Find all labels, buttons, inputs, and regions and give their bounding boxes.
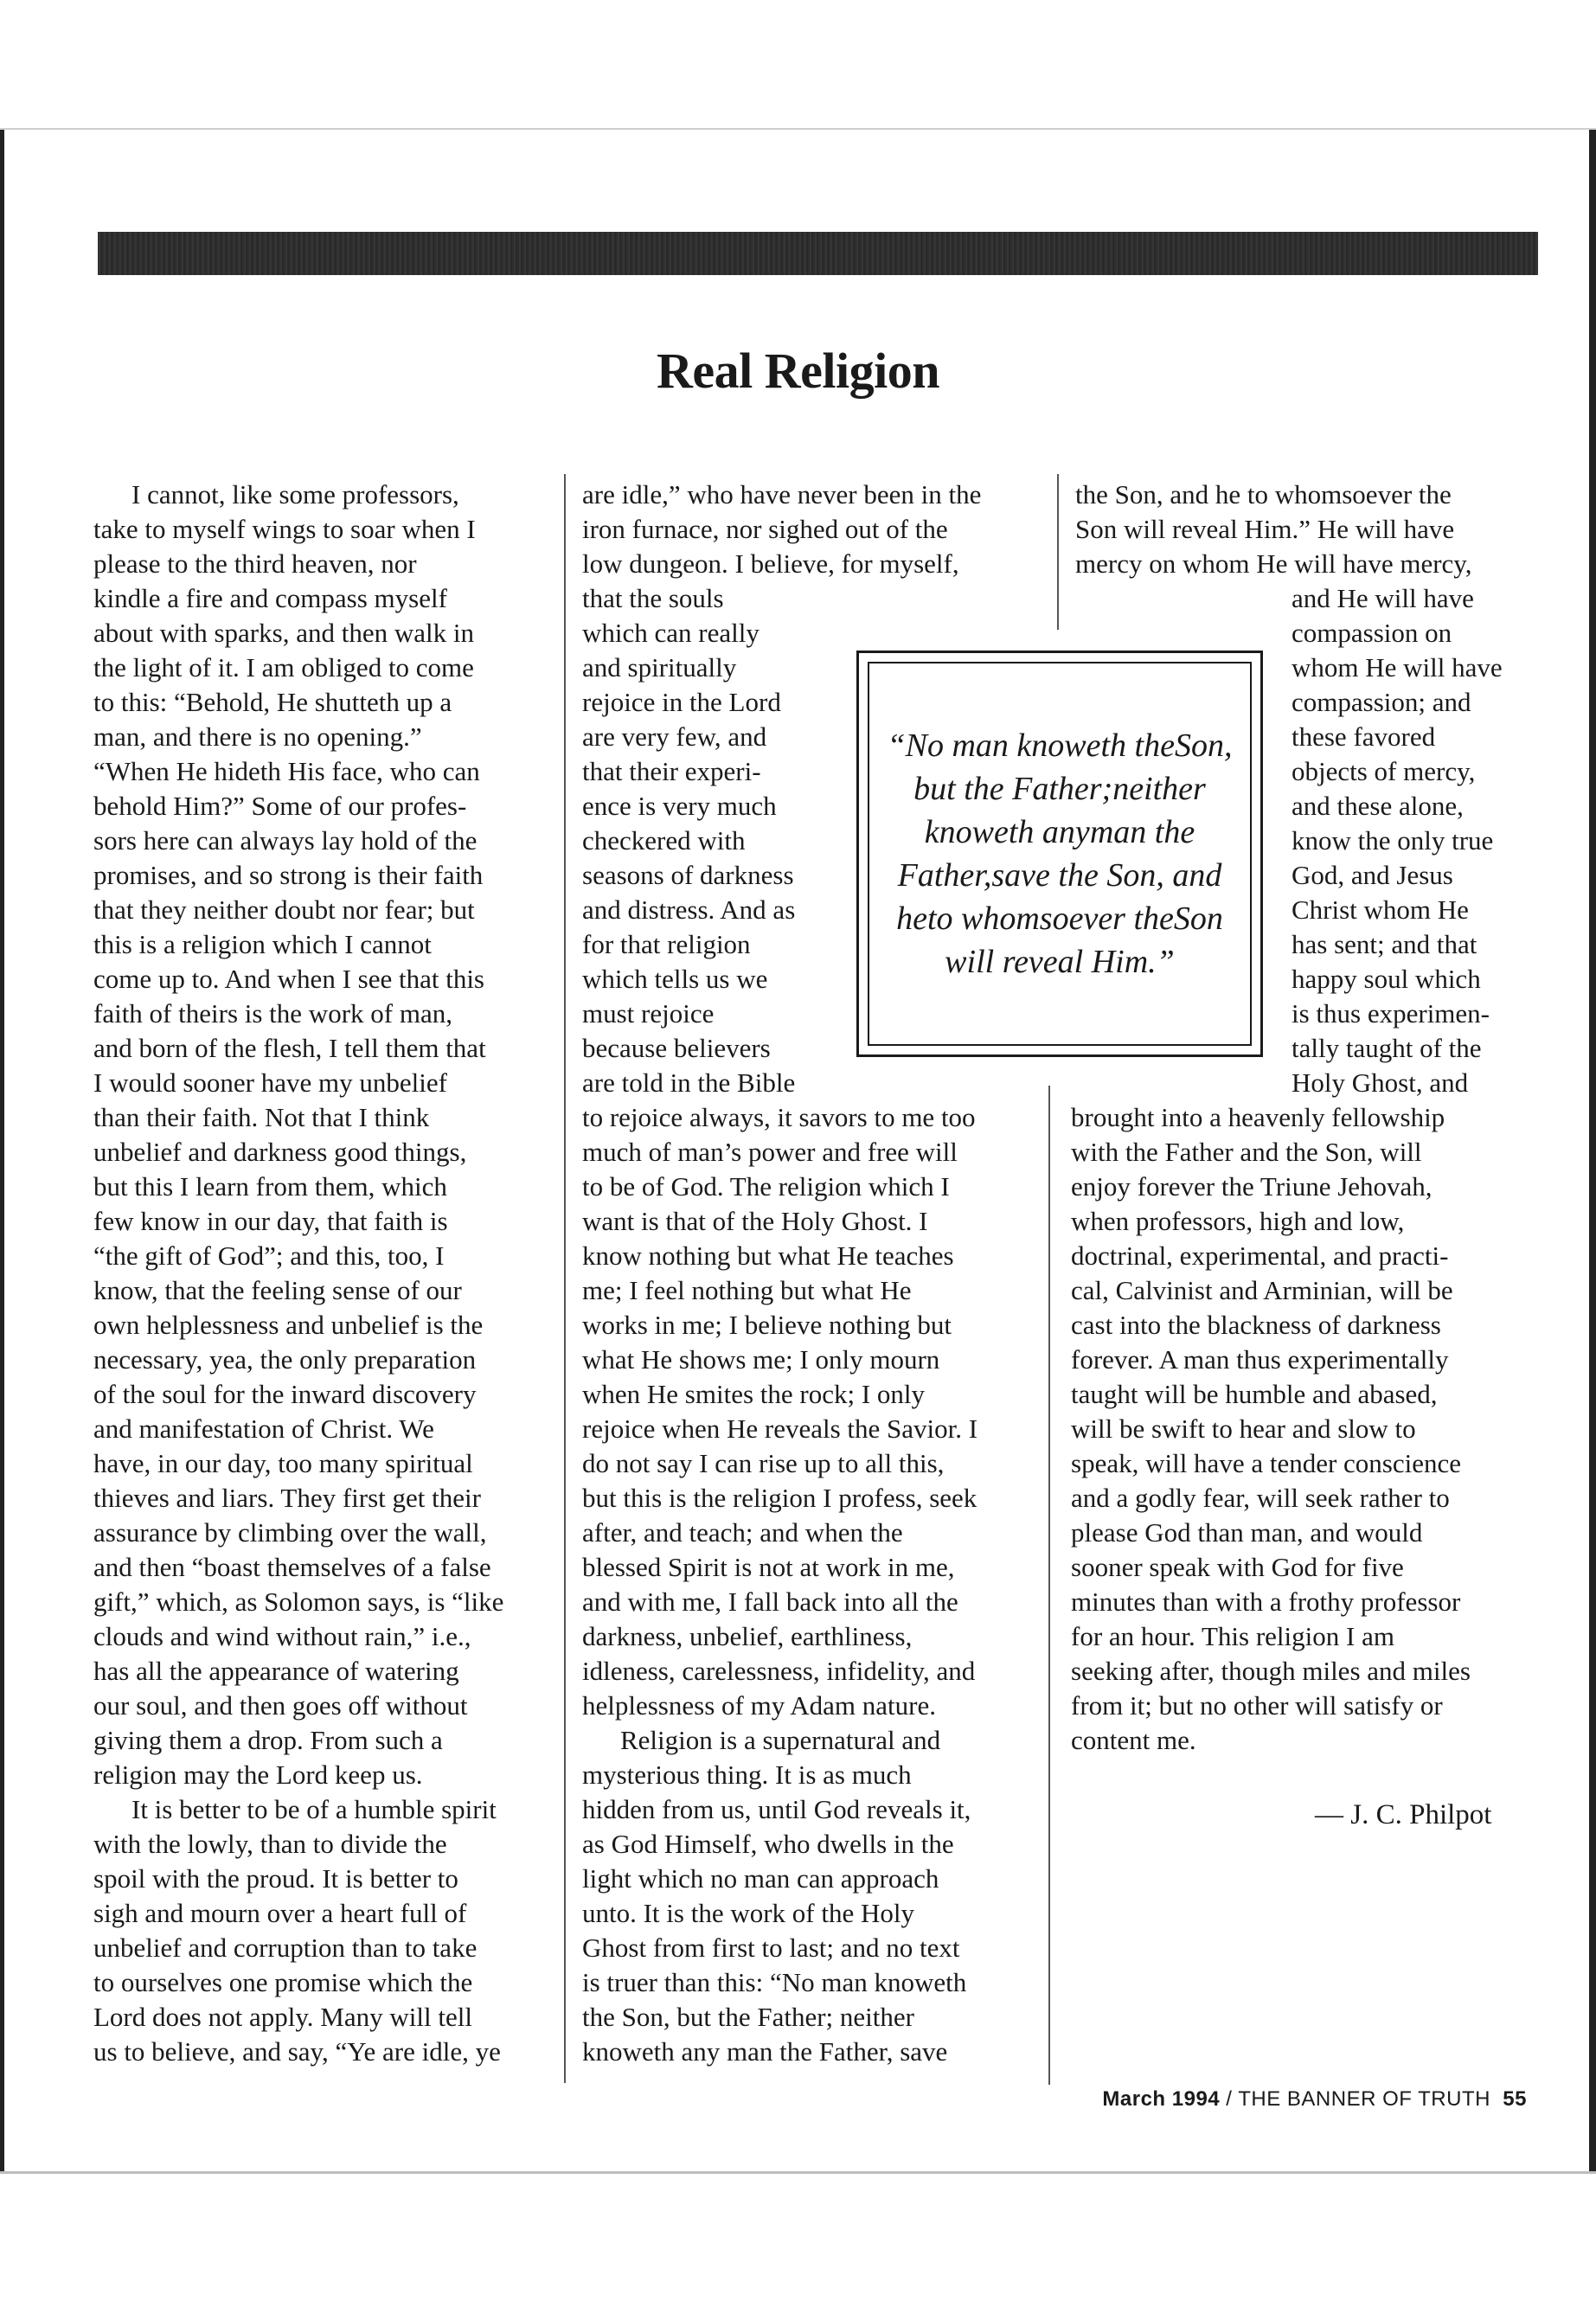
text-line: that the souls <box>582 583 724 613</box>
text-line: and He will have <box>1292 583 1474 613</box>
text-line: to rejoice always, it savors to me too <box>582 1102 976 1132</box>
text-line: knoweth any man the Father, save <box>582 2036 948 2067</box>
text-line: rejoice when He reveals the Savior. I <box>582 1413 978 1444</box>
text-line: content me. <box>1071 1725 1196 1755</box>
text-line: and these alone, <box>1292 791 1464 821</box>
text-line: when He smites the rock; I only <box>582 1379 926 1409</box>
paragraph-continued-col3 <box>1075 478 1542 581</box>
text-line: want is that of the Holy Ghost. I <box>582 1206 928 1236</box>
text-line: take to myself wings to soar when I <box>93 514 476 544</box>
text-line: has sent; and that <box>1292 929 1477 959</box>
text-line: iron furnace, nor sighed out of the <box>582 514 948 544</box>
text-line: of the soul for the inward discovery <box>93 1379 477 1409</box>
text-line: darkness, unbelief, earthliness, <box>582 1621 913 1651</box>
text-line: spoil with the proud. It is better to <box>93 1863 458 1894</box>
paragraph-religion <box>582 1723 1032 2069</box>
text-line: ence is very much <box>582 791 777 821</box>
scan-edge-left <box>0 130 4 2171</box>
text-line: are told in the Bible <box>582 1067 796 1098</box>
text-line: sooner speak with God for five <box>1071 1552 1404 1582</box>
text-line: that they neither doubt nor fear; but <box>93 894 475 925</box>
text-line: I would sooner have my unbelief <box>93 1067 447 1098</box>
column-3-bottom <box>1071 1100 1542 1758</box>
text-line: this is a religion which I cannot <box>93 929 432 959</box>
text-line: sigh and mourn over a heart full of <box>93 1898 467 1928</box>
text-line: with the lowly, than to divide the <box>93 1829 447 1859</box>
text-line: because believers <box>582 1033 771 1063</box>
pull-quote-text <box>876 724 1243 984</box>
text-line: have, in our day, too many spiritual <box>93 1448 473 1478</box>
text-line: the Son, and he to whomsoever the <box>1075 479 1452 510</box>
text-line: as God Himself, who dwells in the <box>582 1829 954 1859</box>
text-line: works in me; I believe nothing but <box>582 1310 952 1340</box>
text-line: and distress. And as <box>582 894 796 925</box>
text-line: assurance by climbing over the wall, <box>93 1517 487 1548</box>
text-line: but this is the religion I profess, seek <box>582 1483 977 1513</box>
text-line: know, that the feeling sense of our <box>93 1275 462 1305</box>
pull-quote <box>868 662 1252 1046</box>
text-line: these favored <box>1292 721 1436 752</box>
text-line: will be swift to hear and slow to <box>1071 1413 1416 1444</box>
text-line: God, and Jesus <box>1292 860 1453 890</box>
text-line: rejoice in the Lord <box>582 687 781 717</box>
text-line: and a godly fear, will seek rather to <box>1071 1483 1450 1513</box>
author-signature: — J. C. Philpot <box>1315 1799 1492 1830</box>
text-line: whom He will have <box>1292 652 1503 683</box>
text-line: me; I feel nothing but what He <box>582 1275 912 1305</box>
text-line: light which no man can approach <box>582 1863 939 1894</box>
text-line: unto. It is the work of the Holy <box>582 1898 915 1928</box>
scan-edge-bottom <box>0 2171 1596 2174</box>
text-line: unbelief and corruption than to take <box>93 1932 478 1963</box>
text-line: faith of theirs is the work of man, <box>93 998 452 1029</box>
text-line: “No man knoweth the <box>887 727 1175 764</box>
text-line: It is better to be of a humble spirit <box>131 1794 497 1824</box>
column-3-top <box>1075 478 1542 581</box>
text-line: to whomsoever the <box>926 901 1174 937</box>
text-line: sors here can always lay hold of the <box>93 825 478 856</box>
text-line: and with me, I fall back into all the <box>582 1586 958 1617</box>
column-divider-2-top <box>1057 474 1059 630</box>
text-line: man the Father, <box>897 814 1195 894</box>
text-line: kindle a fire and compass myself <box>93 583 447 613</box>
text-line: Holy Ghost, and <box>1292 1067 1469 1098</box>
text-line: is thus experimen- <box>1292 998 1490 1029</box>
text-line: the light of it. I am obliged to come <box>93 652 474 683</box>
text-line: cast into the blackness of darkness <box>1071 1310 1441 1340</box>
text-line: objects of mercy, <box>1292 756 1476 786</box>
text-line: the Son, but the Father; neither <box>582 2002 914 2032</box>
page-title: Real Religion <box>657 343 939 399</box>
text-line: speak, will have a tender conscience <box>1071 1448 1462 1478</box>
footer-page-number: 55 <box>1503 2087 1527 2111</box>
page-footer <box>1102 2087 1527 2112</box>
text-line: please God than man, and would <box>1071 1517 1423 1548</box>
text-line: tally taught of the <box>1292 1033 1482 1063</box>
text-line: mysterious thing. It is as much <box>582 1759 912 1790</box>
text-line: do not say I can rise up to all this, <box>582 1448 945 1478</box>
text-line: minutes than with a frothy professor <box>1071 1586 1461 1617</box>
text-line: Ghost from first to last; and no text <box>582 1932 960 1963</box>
text-line: religion may the Lord keep us. <box>93 1759 423 1790</box>
text-line: “the gift of God”; and this, too, I <box>93 1240 445 1271</box>
text-line: are idle,” who have never been in the <box>582 479 982 510</box>
text-line: “When He hideth His face, who can <box>93 756 480 786</box>
text-line: Lord does not apply. Many will tell <box>93 2002 472 2032</box>
text-line: must rejoice <box>582 998 715 1029</box>
text-line: and manifestation of Christ. We <box>93 1413 434 1444</box>
footer-date: March 1994 <box>1102 2087 1221 2111</box>
text-line: please to the third heaven, nor <box>93 548 417 579</box>
column-1 <box>93 478 552 2069</box>
text-line: thieves and liars. They first get their <box>93 1483 481 1513</box>
text-line: neither knoweth any <box>924 771 1206 850</box>
text-line: our soul, and then goes off without <box>93 1690 468 1721</box>
footer-separator: / <box>1220 2087 1239 2111</box>
text-line: Son will reveal Him.” <box>945 901 1223 980</box>
text-line: happy soul which <box>1292 964 1481 994</box>
paragraph-2 <box>93 1792 552 2069</box>
column-divider-1 <box>564 474 566 2083</box>
text-line: about with sparks, and then walk in <box>93 618 474 648</box>
scan-edge-right <box>1589 130 1596 2171</box>
text-line: Son will reveal Him.” He will have <box>1075 514 1455 544</box>
text-line: mercy on whom He will have mercy, <box>1075 548 1472 579</box>
text-line: for that religion <box>582 929 751 959</box>
scan-edge-top <box>0 128 1596 130</box>
text-line: that their experi- <box>582 756 761 786</box>
text-line: few know in our day, that faith is <box>93 1206 448 1236</box>
text-line: helplessness of my Adam nature. <box>582 1690 936 1721</box>
text-line: which can really <box>582 618 760 648</box>
text-line: than their faith. Not that I think <box>93 1102 430 1132</box>
text-line: compassion on <box>1292 618 1452 648</box>
text-line: necessary, yea, the only preparation <box>93 1344 477 1375</box>
text-line: behold Him?” Some of our profes- <box>93 791 467 821</box>
text-line: blessed Spirit is not at work in me, <box>582 1552 955 1582</box>
paragraph-wrap-around-pullquote <box>1292 581 1551 1100</box>
text-line: low dungeon. I believe, for myself, <box>582 548 959 579</box>
text-line: is truer than this: “No man knoweth <box>582 1967 967 1997</box>
text-line: know the only true <box>1292 825 1494 856</box>
text-line: which tells us we <box>582 964 768 994</box>
text-line: to be of God. The religion which I <box>582 1171 950 1202</box>
text-line: I cannot, like some professors, <box>131 479 459 510</box>
column-divider-2-bottom <box>1048 1086 1050 2085</box>
pull-quote-box <box>856 651 1263 1057</box>
text-line: Religion is a supernatural and <box>620 1725 941 1755</box>
text-line: Christ whom He <box>1292 894 1469 925</box>
text-line: has all the appearance of watering <box>93 1656 459 1686</box>
text-line: with the Father and the Son, will <box>1071 1137 1422 1167</box>
text-line: come up to. And when I see that this <box>93 964 484 994</box>
text-line: to this: “Behold, He shutteth up a <box>93 687 452 717</box>
text-line: much of man’s power and free will <box>582 1137 958 1167</box>
text-line: know nothing but what He teaches <box>582 1240 954 1271</box>
text-line: save the Son, and he <box>896 857 1222 937</box>
text-line: clouds and wind without rain,” i.e., <box>93 1621 471 1651</box>
paragraph-continued-bottom <box>1071 1100 1542 1758</box>
text-line: idleness, carelessness, infidelity, and <box>582 1656 976 1686</box>
text-line: us to believe, and say, “Ye are idle, ye <box>93 2036 501 2067</box>
text-line: doctrinal, experimental, and practi- <box>1071 1240 1449 1271</box>
text-line: brought into a heavenly fellowship <box>1071 1102 1445 1132</box>
text-line: taught will be humble and abased, <box>1071 1379 1438 1409</box>
text-line: giving them a drop. From such a <box>93 1725 443 1755</box>
text-line: promises, and so strong is their faith <box>93 860 484 890</box>
text-line: man, and there is no opening.” <box>93 721 422 752</box>
text-line: after, and teach; and when the <box>582 1517 903 1548</box>
text-line: to ourselves one promise which the <box>93 1967 473 1997</box>
text-line: and born of the flesh, I tell them that <box>93 1033 486 1063</box>
text-line: when professors, high and low, <box>1071 1206 1405 1236</box>
text-line: hidden from us, until God reveals it, <box>582 1794 971 1824</box>
text-line: what He shows me; I only mourn <box>582 1344 940 1375</box>
text-line: Son, but the Father; <box>913 727 1233 807</box>
text-line: for an hour. This religion I am <box>1071 1621 1394 1651</box>
text-line: cal, Calvinist and Arminian, will be <box>1071 1275 1453 1305</box>
text-line: checkered with <box>582 825 746 856</box>
text-line: unbelief and darkness good things, <box>93 1137 467 1167</box>
text-line: are very few, and <box>582 721 767 752</box>
text-line: from it; but no other will satisfy or <box>1071 1690 1443 1721</box>
text-line: forever. A man thus experimentally <box>1071 1344 1449 1375</box>
text-line: enjoy forever the Triune Jehovah, <box>1071 1171 1433 1202</box>
text-line: and then “boast themselves of a false <box>93 1552 491 1582</box>
paragraph-1 <box>93 478 552 1792</box>
text-line: and spiritually <box>582 652 737 683</box>
text-line: seasons of darkness <box>582 860 794 890</box>
column-3-narrow <box>1292 581 1551 1100</box>
text-line: gift,” which, as Solomon says, is “like <box>93 1586 504 1617</box>
header-bar <box>98 232 1538 275</box>
text-line: own helplessness and unbelief is the <box>93 1310 484 1340</box>
text-line: seeking after, though miles and miles <box>1071 1656 1471 1686</box>
text-line: but this I learn from them, which <box>93 1171 447 1202</box>
footer-publication: THE BANNER OF TRUTH <box>1238 2087 1490 2111</box>
text-line: compassion; and <box>1292 687 1471 717</box>
